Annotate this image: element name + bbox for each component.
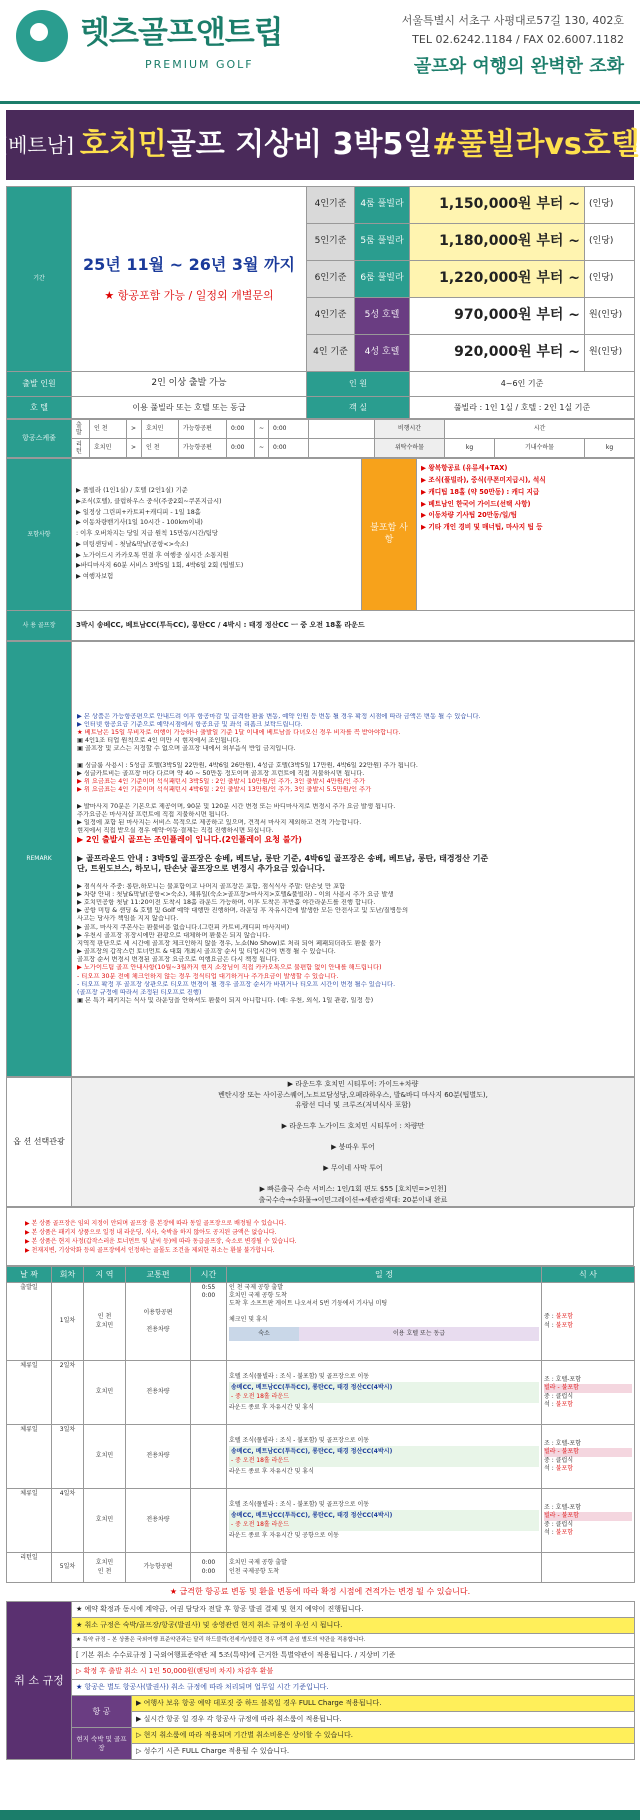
price-base: 4인기준: [307, 298, 355, 335]
flight-cell: 가능항공편: [179, 420, 227, 439]
remark-line: ▶ 호치민공항 첫날 11:20이전 도착시 18홀 라운드 가능하며, 이후 도착은 후반홀 야간라운드를 진행 합니다.: [77, 899, 376, 907]
cancel-line: ▷ 현지 취소룸에 따라 적용되며 기간별 취소비용은 상이할 수 있습니다.: [132, 1728, 635, 1744]
flight-cell: kg: [585, 439, 635, 458]
include-item: ▶ 풀빌라 (1인1실) / 호텔 (2인1실) 기준: [76, 487, 188, 495]
include-item: : 이후 오버차지는 당일 지급 원칙 15만동/시간/팀당: [76, 530, 218, 538]
schedule-date: 출발일: [7, 1283, 52, 1361]
price-type: 5룸 풀빌라: [355, 224, 410, 261]
exclude-item: ▶ 왕복항공료 (유류세+TAX): [421, 464, 508, 472]
cancel-line: ▶ 실시간 항공 일 경우 각 항공사 규정에 따라 취소룸이 적용됩니다.: [132, 1712, 635, 1728]
schedule-trans: 이용항공편 전용차량: [126, 1283, 191, 1361]
includes-list: [72, 459, 362, 611]
cancel-local-label: 현지 숙박 및 골프장: [72, 1728, 132, 1760]
remark-line: ▣ 싱글룸 사용시 : 5성급 호텔(3박5일 22만원, 4박6일 26만원), 4성급 호텔(3박5일 17만원, 4박6일 22만원) 추가 됩니다.: [77, 761, 418, 769]
schedule-plan: 호텔 조식(풀빌라 : 조식 - 불포함) 및 골프장으로 이동 송베CC, 베트남CC(투득CC), 롱탄CC, 태경 정산CC(4박시) - 중 오전 18홀 라운드 라운드 종료 후 자유시간 및 휴식: [227, 1361, 542, 1425]
cancel-line: ★ 취소 규정은 숙박/골프장/항공(발권사) 및 송영관련 현지 취소 규정이 우선 시 됩니다.: [72, 1618, 635, 1634]
flight-cell: 인 천: [90, 420, 127, 439]
flight-cell: 가능항공편: [179, 439, 227, 458]
footnote-table: [6, 1583, 634, 1601]
exclude-item: ▶ 이동차량 기사팁 20만동/일/팀: [421, 511, 518, 520]
flight-cell: 인 천: [142, 439, 179, 458]
price-value: 1,180,000원 부터 ~: [410, 224, 585, 261]
remark-line: 골프장 순서 변경시 변경된 골프장 요금으로 여행요금은 다시 책정 됩니다.: [77, 956, 280, 964]
note-item: ▶ 천재지변, 기상악화 등의 골프장에서 인정하는 골몰도 조건을 제외한 취소는 환불 불가합니다.: [25, 1246, 275, 1254]
remark-line: ▶ 노가이드팀 골프 안내사항(10월~3월까지 현지 소장님이 직접 카카오톡으로 불편함 없이 안내를 해드립니다): [77, 964, 382, 972]
company-name: 렛츠골프앤트립: [80, 15, 283, 51]
golf-course-box: 송베CC, 베트남CC(투득CC), 롱탄CC, 태경 정산CC(4박시) - 중 오전 18홀 라운드: [229, 1382, 539, 1402]
overview-table: [6, 186, 635, 419]
remark-line: ▶ 점식식사 주중: 롱탄,하모니는 불포함이고 나머지 골프장은 포함, 점식식사 주말: 탄손넛 만 포함: [77, 882, 346, 890]
remark-line: ▶ 싱글카트비는 골프장 마다 다르며 약 40 ~ 50만동 정도이며 골프장 프런트에 직접 지불하시면 됩니다.: [77, 769, 365, 777]
schedule-header: 교통편: [126, 1267, 191, 1283]
exclude-item: ▶ 베트남인 한국어 가이드(선택 사항): [421, 499, 531, 508]
schedule-header: 회차: [52, 1267, 84, 1283]
remark-label: REMARK: [7, 642, 72, 1077]
price-type: 4룸 풀빌라: [355, 187, 410, 224]
flight-cell: kg: [445, 439, 495, 458]
schedule-table: [6, 1266, 635, 1583]
option-item: ▶ 붕따우 투어: [331, 1143, 375, 1151]
flight-cell: ~: [255, 420, 269, 439]
flight-cell: 0:00: [227, 420, 255, 439]
remark-line: - 티오프 30분 전에 체크인하지 않는 경우 정식티업 대기하거나 추가요금이 발생할 수 있습니다.: [77, 972, 339, 980]
schedule-meals: 중 : 불포함 석 : 불포함: [542, 1283, 635, 1361]
options-list: [72, 1078, 635, 1207]
exclude-item: ▶ 조식(풀빌라), 중식(쿠폰미지급시), 석식: [421, 475, 546, 484]
cancel-air-label: 항 공: [72, 1696, 132, 1728]
company-subtitle: PREMIUM GOLF: [145, 58, 254, 71]
schedule-area: 인 천 호치민: [84, 1283, 126, 1361]
remark-line: ▶ 우천시 골프장 휴장시에만 관광으로 대체하며 환불은 되지 않습니다.: [77, 931, 271, 939]
remark-line: [77, 794, 629, 802]
page-title: [0, 110, 640, 180]
remark-line: [77, 875, 629, 883]
golf-course-box: 송베CC, 베트남CC(투득CC), 롱탄CC, 태경 정산CC(4박시) - 중 오전 18홀 라운드: [229, 1510, 539, 1530]
title-main: 골프 지상비 3박5일: [166, 127, 433, 163]
schedule-plan: 호텔 조식(풀빌라 : 조식 - 불포함) 및 골프장으로 이동 송베CC, 베트남CC(투득CC), 롱탄CC, 태경 정산CC(4박시) - 중 오전 18홀 라운드 라운드 종료 후 자유시간 및 공항으로 이동: [227, 1489, 542, 1553]
include-item: ▶ 여행자보험: [76, 572, 114, 580]
schedule-meals: 조 : 호텔-포함 빌라 - 불포함 중 : 클럽식 석 : 불포함: [542, 1361, 635, 1425]
cancel-line: ★ 항공은 별도 항공사(발권사) 취소 규정에 따라 처리되며 업무일 시간 기준입니다.: [72, 1680, 635, 1696]
flight-cell: 비행시간: [375, 420, 445, 439]
remark-table: [6, 641, 635, 1077]
cancel-line: [ 기본 취소 수수료규정 ] 국외여행표준약관 제 5조(특약)에 근거한 특별약관이 적용됩니다. / 지상비 기준: [72, 1648, 635, 1664]
price-unit: 원(인당): [585, 335, 635, 372]
option-item: ▶ 라운드후 호치민 시티투어: 가이드+차량: [287, 1080, 419, 1088]
schedule-meals: 조 : 호텔-포함 빌라 - 불포함 중 : 클럽식 석 : 불포함: [542, 1425, 635, 1489]
period-cell: [72, 187, 307, 372]
schedule-day: 1일차: [52, 1283, 84, 1361]
option-item: 벤탄시장 또는 사이공스퀘어,노트르담성당,오페라하우스, 발&바디 마사지 60분(팁별도),: [218, 1090, 488, 1099]
stay-value: 이용 호텔 또는 동급: [299, 1327, 539, 1341]
company-address: 서울특별시 서초구 사평대로57길 130, 402호: [401, 14, 624, 27]
cancel-line: ★ 예약 확정과 동시에 계약금, 여권 담당자 전달 후 항공 발권 결제 및 현지 예약이 진행됩니다.: [72, 1602, 635, 1618]
schedule-row: [7, 1283, 635, 1361]
remark-line: ▶ 본 상품은 가능항공편으로 안내드려 이후 항공마감 및 급격한 환율 변동, 예약 인원 등 변동 될 경우 확정 시점에 따라 금액은 변동 될 수 있습니다.: [77, 712, 481, 720]
schedule-row: 체류일 2일차 호치민 전용차량 호텔 조식(풀빌라 : 조식 - 불포함) 및 골프장으로 이동 송베CC, 베트남CC(투득CC), 롱탄CC, 태경 정산CC(4박시) - 중 오전 18홀 라운드 라운드 종료 후 자유시간 및 휴식 조 : 호텔-포함 빌라 - 불포함 중 : 클럽식 석 : 불포함: [7, 1361, 635, 1425]
flight-cell: 0:00: [227, 439, 255, 458]
courses-value: 3박시 송베CC, 베트남CC(투득CC), 롱탄CC / 4박시 : 태경 정산CC ㅡ 중 오전 18홀 라운드: [72, 611, 635, 641]
exclude-item: ▶ 캐디팁 18홀 (약 50만동) : 캐디 지급: [421, 487, 540, 496]
option-item: 유람선 디너 및 크루즈(저녁식사 포함): [295, 1101, 411, 1109]
remark-line: ▶ 위 요금표는 4인 기준이며 석식패턴시 4박6일 : 2인 출발시 13만원/인 추가, 3인 출발시 5.5만원/인 추가: [77, 786, 372, 794]
schedule-row: 리턴일 5일차 호치민 인 천 가능항공편 0:00 0:00 호치민 국제 공항 출발 인천 국제공항 도착: [7, 1553, 635, 1583]
remark-line: ▶ 발마사지 70분은 기본으로 제공이며, 90분 및 120분 시간 변경 또는 바디마사지로 변경시 추가 요금 발생 됩니다.: [77, 802, 396, 810]
price-unit: (인당): [585, 187, 635, 224]
option-item: [76, 1153, 630, 1164]
room-label: 객 실: [307, 397, 410, 419]
remark-line: 추가요금은 마사지샵 프런트에 직접 지불하시면 됩니다.: [77, 810, 229, 818]
golf-course-box: 송베CC, 베트남CC(투득CC), 롱탄CC, 태경 정산CC(4박시) - 중 오전 18홀 라운드: [229, 1446, 539, 1466]
remark-line: 사고는 당사가 책임을 지지 않습니다.: [77, 915, 179, 923]
remark-line: ▶ 골프장의 갑작스런 토너먼트 & 대회 개최시 골프장 순서 및 티업시간이 변경 될 수 있습니다.: [77, 948, 336, 956]
price-value: 1,150,000원 부터 ~: [410, 187, 585, 224]
remark-line: [77, 754, 629, 762]
remark-line: [77, 846, 629, 854]
depart-label: 출발 인원: [7, 372, 72, 397]
company-tel: TEL 02.6242.1184 / FAX 02.6007.1182: [412, 33, 624, 46]
flight-cell: 리턴: [72, 439, 90, 458]
remark-line: 지역적 판단으로 세 시간에 골프장 체크인하지 않을 경우, 노쇼(No Show)로 처리 되어 페패되더라도 환불 불가: [77, 939, 381, 947]
people-label: 인 원: [307, 372, 410, 397]
period-note: ★ 항공포함 가능 / 일정외 개별문의: [104, 289, 274, 303]
note-item: ▶ 본 상품은 패키지 상품으로 일정 내 라운딩, 식사, 숙박을 하지 않아도 공지된 금액은 없습니다.: [25, 1228, 277, 1236]
price-value: 1,220,000원 부터 ~: [410, 261, 585, 298]
room-value: 풀빌라 : 1인 1실 / 호텔 : 2인 1실 기준: [410, 397, 635, 419]
flight-cell: >: [127, 439, 142, 458]
bottom-bar: [0, 1810, 640, 1820]
schedule-time: 0:55 0:00: [191, 1283, 227, 1361]
option-item: ▶ 라운드후 노가이드 호치민 시티투어 : 차량만: [281, 1122, 425, 1130]
remark-line: ▶ 2인 출발시 골프는 조인플레이 입니다.(2인플레이 요청 불가): [77, 835, 302, 845]
flight-cell: 호치민: [90, 439, 127, 458]
period-label: 기간: [7, 187, 72, 372]
flight-cell: 호치민: [142, 420, 179, 439]
include-item: ▶조식(호텔), 클럽하우스 중식(주중2회~쿠폰지급시): [76, 498, 222, 506]
exclude-item: ▶ 기타 개인 경비 및 매너팁, 마사지 팁 등: [421, 523, 543, 532]
schedule-header: 식 사: [542, 1267, 635, 1283]
include-item: ▶ 미팅샌딩비 - 첫날&막날(공항<>숙소): [76, 540, 189, 548]
flight-cell: 출발: [72, 420, 90, 439]
notes-list: [7, 1208, 634, 1266]
schedule-row: 체류일 4일차 호치민 전용차량 호텔 조식(풀빌라 : 조식 - 불포함) 및 골프장으로 이동 송베CC, 베트남CC(투득CC), 롱탄CC, 태경 정산CC(4박시) - 중 오전 18홀 라운드 라운드 종료 후 자유시간 및 공항으로 이동 조 : 호텔-포함 빌라 - 불포함 중 : 클럽식 석 : 불포함: [7, 1489, 635, 1553]
remark-line: ▣ 4인1조 티업 원칙으로 4인 미만 시 현지에서 조인됩니다.: [77, 737, 241, 745]
options-label: 옵 션 선택관광: [7, 1078, 72, 1207]
header: [0, 0, 640, 104]
flight-cell: 위탁수하물: [375, 439, 445, 458]
excludes-label: 불포함 사 항: [362, 459, 417, 611]
remark-list: [72, 642, 635, 1077]
flight-cell: 0:00: [269, 439, 309, 458]
include-item: ▶ 이동차량밴기사(1일 10시간 - 100km이내): [76, 519, 203, 527]
hotel-label: 호 텔: [7, 397, 72, 419]
remark-line: - 티오프 확정 후 골프장 상관으로 티오프 변경이 될 경우 골프장 순서가 바뀌거나 티오프 시간이 변경 될수 있습니다.: [77, 980, 396, 988]
title-region: [베트남]: [0, 132, 74, 157]
remark-line: ▶ 차량 안내 : 첫날&막날(공항<>숙소), 체류일(숙소>골프장>마사지>호텔&풀빌라) - 이외 사용시 추가 요금 발생: [77, 890, 394, 898]
slogan: 골프와 여행의 완벽한 조화: [413, 56, 624, 77]
cancel-line: ▷ 성수기 시즌 FULL Charge 적용될 수 있습니다.: [132, 1744, 635, 1760]
price-type: 4성 호텔: [355, 335, 410, 372]
title-tag: #풀빌라vs호텔: [432, 127, 640, 163]
remark-line: ▶ 골프라운드 안내 : 3박5일 골프장은 송베, 베트남, 롱탄 기준, 4박6일 골프장은 송베, 베트남, 롱탄, 태경정산 기준: [77, 853, 489, 863]
flight-cell: 기내수하물: [495, 439, 585, 458]
includes-table: [6, 458, 635, 641]
price-value: 970,000원 부터 ~: [410, 298, 585, 335]
remark-line: ▶ 일정에 포함 된 마사지는 서비스 목적으로 제공하고 있으며, 견적서 마사지 제외하고 견적 가능합니다.: [77, 818, 362, 826]
schedule-plan: 인 천 국제 공항 출발 호치민 국제 공항 도착 도착 후 소프트판 게이트 나오셔서 5번 기둥에서 기사님 미팅 체크인 및 휴식 숙소 이용 호텔 또는 동급: [227, 1283, 542, 1361]
remark-line: ▶ 위 요금표는 4인 기준이며 석식패턴시 3박5일 : 2인 출발시 10만원/인 추가, 3인 출발시 4만원/인 추가: [77, 778, 366, 786]
option-item: 출국수속→수화물→이민그레이션→세관검색대: 20분이내 완료: [258, 1195, 448, 1204]
courses-label: 사 용 골프장: [7, 611, 72, 641]
option-item: ▶ 빠른출국 수속 서비스: 1인/1회 편도 $55 [호치민=>인천]: [259, 1185, 447, 1193]
cancel-line: ★ 특약 규정 – 본 상품은 국외여행 표준약관과는 달리 하드블럭(전세기/성블린 경우 여객 운임 별도의 약관을 적용합니다.: [72, 1634, 635, 1648]
remark-line: ▶ 공항 미팅 & 샌딩 & 호텔 및 Golf 예약 대행만 진행하며, 라운딩 후 자유시간에 발생한 모든 안전사고 및 도난/질병등의: [77, 907, 409, 915]
footnote: ★ 급격한 항공료 변동 및 환율 변동에 따라 확정 시점에 견적가는 변경 될 수 있습니다.: [169, 1587, 471, 1596]
flight-cell: 0:00: [269, 420, 309, 439]
remark-line: ▣ 본 특가 패키지는 식사 및 라운딩을 안하셔도 환불이 되지 아니합니다. (예: 우천, 외식, 1일 관광, 일정 등): [77, 997, 374, 1005]
schedule-meals: 조 : 호텔-포함 빌라 - 불포함 중 : 클럽식 석 : 불포함: [542, 1489, 635, 1553]
remark-line: ▣ 골프장 및 코스는 지정할 수 없으며 골프장 내에서 외부음식 반입 금지입니다.: [77, 745, 296, 753]
cancel-line: ▷ 확정 후 출발 취소 시 1인 50,000원(랜딩비 차지) 차감후 환불: [72, 1664, 635, 1680]
price-base: 4인기준: [307, 187, 355, 224]
schedule-row: 체류일 3일차 호치민 전용차량 호텔 조식(풀빌라 : 조식 - 불포함) 및 골프장으로 이동 송베CC, 베트남CC(투득CC), 롱탄CC, 태경 정산CC(4박시) - 중 오전 18홀 라운드 라운드 종료 후 자유시간 및 휴식 조 : 호텔-포함 빌라 - 불포함 중 : 클럽식 석 : 불포함: [7, 1425, 635, 1489]
price-value: 920,000원 부터 ~: [410, 335, 585, 372]
option-item: [76, 1111, 630, 1122]
price-unit: 원(인당): [585, 298, 635, 335]
option-item: ▶ 무이네 사막 투어: [323, 1164, 383, 1172]
schedule-header: 일 정: [227, 1267, 542, 1283]
excludes-list: [417, 459, 635, 611]
people-value: 4~6인 기준: [410, 372, 635, 397]
remark-line: ★ 베트남은 15일 무비자로 여행이 가능하나 출발일 기준 1달 이내에 베트남을 다녀오신 경우 비자를 꼭 받아야합니다.: [77, 729, 401, 736]
price-base: 5인기준: [307, 224, 355, 261]
include-item: ▶바디마사지 60분 서비스 3박5일 1회, 4박6일 2회 (팁별도): [76, 562, 244, 570]
price-base: 4인 기준: [307, 335, 355, 372]
includes-label: 포함사항: [7, 459, 72, 611]
flight-cell: >: [127, 420, 142, 439]
note-item: ▶ 본 상품은 현지 사정(갑작스러운 토너먼트 및 날씨 등)에 따라 동급골프장, 숙소로 변경될 수 있습니다.: [25, 1237, 297, 1245]
price-unit: (인당): [585, 224, 635, 261]
period-value: 25년 11월 ~ 26년 3월 까지: [83, 255, 295, 275]
remark-line: ▶ 인터넷 항공요금 기준으로 예약시점에서 항공요금 및 좌석 리폼크 보탁드립니다.: [77, 720, 303, 728]
remark-line: 현지에서 직접 받으실 경우 예약·이동·결제는 직접 진행하시면 되십니다.: [77, 827, 274, 835]
flight-cell: ~: [255, 439, 269, 458]
golf-logo-icon: [16, 10, 68, 62]
hotel-value: 이용 풀빌라 또는 호텔 또는 동급: [72, 397, 307, 419]
notes-table: [6, 1207, 634, 1266]
depart-value: 2인 이상 출발 가능: [72, 372, 307, 397]
schedule-header: 날 짜: [7, 1267, 52, 1283]
schedule-header: 지 역: [84, 1267, 126, 1283]
flight-cell: 시간: [445, 420, 635, 439]
option-item: [76, 1174, 630, 1185]
flight-table: [6, 419, 635, 458]
remark-line: 단, 트윈도브스, 하모니, 탄손낫 골프장으로 변경시 추가요금 있습니다.: [77, 864, 326, 874]
price-base: 6인기준: [307, 261, 355, 298]
option-item: [76, 1132, 630, 1143]
schedule-header: 시간: [191, 1267, 227, 1283]
remark-line: (골프장 규정에 따라서 조정된 티오프로 진행): [77, 988, 202, 996]
note-item: ▶ 본 상품 골프장은 임의 지정이 안되며 골프장 룸 본장에 따라 동일 골프장으로 배정될 수 있습니다.: [25, 1219, 287, 1227]
flight-label: 항공스케줄: [7, 420, 72, 458]
title-city: 호치민: [79, 127, 167, 163]
price-unit: (인당): [585, 261, 635, 298]
price-type: 5성 호텔: [355, 298, 410, 335]
cancel-label: 취 소 규정: [7, 1602, 72, 1760]
remark-line: ▶ 골프, 마사지 쿠폰사는 환불비용 없습니다.(그린피 카트비,캐디피 마사지비): [77, 923, 290, 931]
stay-label: 숙소: [229, 1327, 299, 1341]
schedule-plan: 호텔 조식(풀빌라 : 조식 - 불포함) 및 골프장으로 이동 송베CC, 베트남CC(투득CC), 롱탄CC, 태경 정산CC(4박시) - 중 오전 18홀 라운드 라운드 종료 후 자유시간 및 휴식: [227, 1425, 542, 1489]
include-item: ▶ 일정상 그린피+카트피+캐디피 - 1일 18홀: [76, 508, 201, 516]
options-table: [6, 1077, 635, 1207]
cancel-line: ▶ 여행사 보유 항공 예약 데포짓 중 하드 블록일 경우 FULL Charge 적용됩니다.: [132, 1696, 635, 1712]
price-type: 6룸 풀빌라: [355, 261, 410, 298]
include-item: ▶ 노가이드시 카카오톡 연결 후 여행중 실시간 소통지원: [76, 551, 229, 559]
cancel-table: [6, 1601, 635, 1760]
